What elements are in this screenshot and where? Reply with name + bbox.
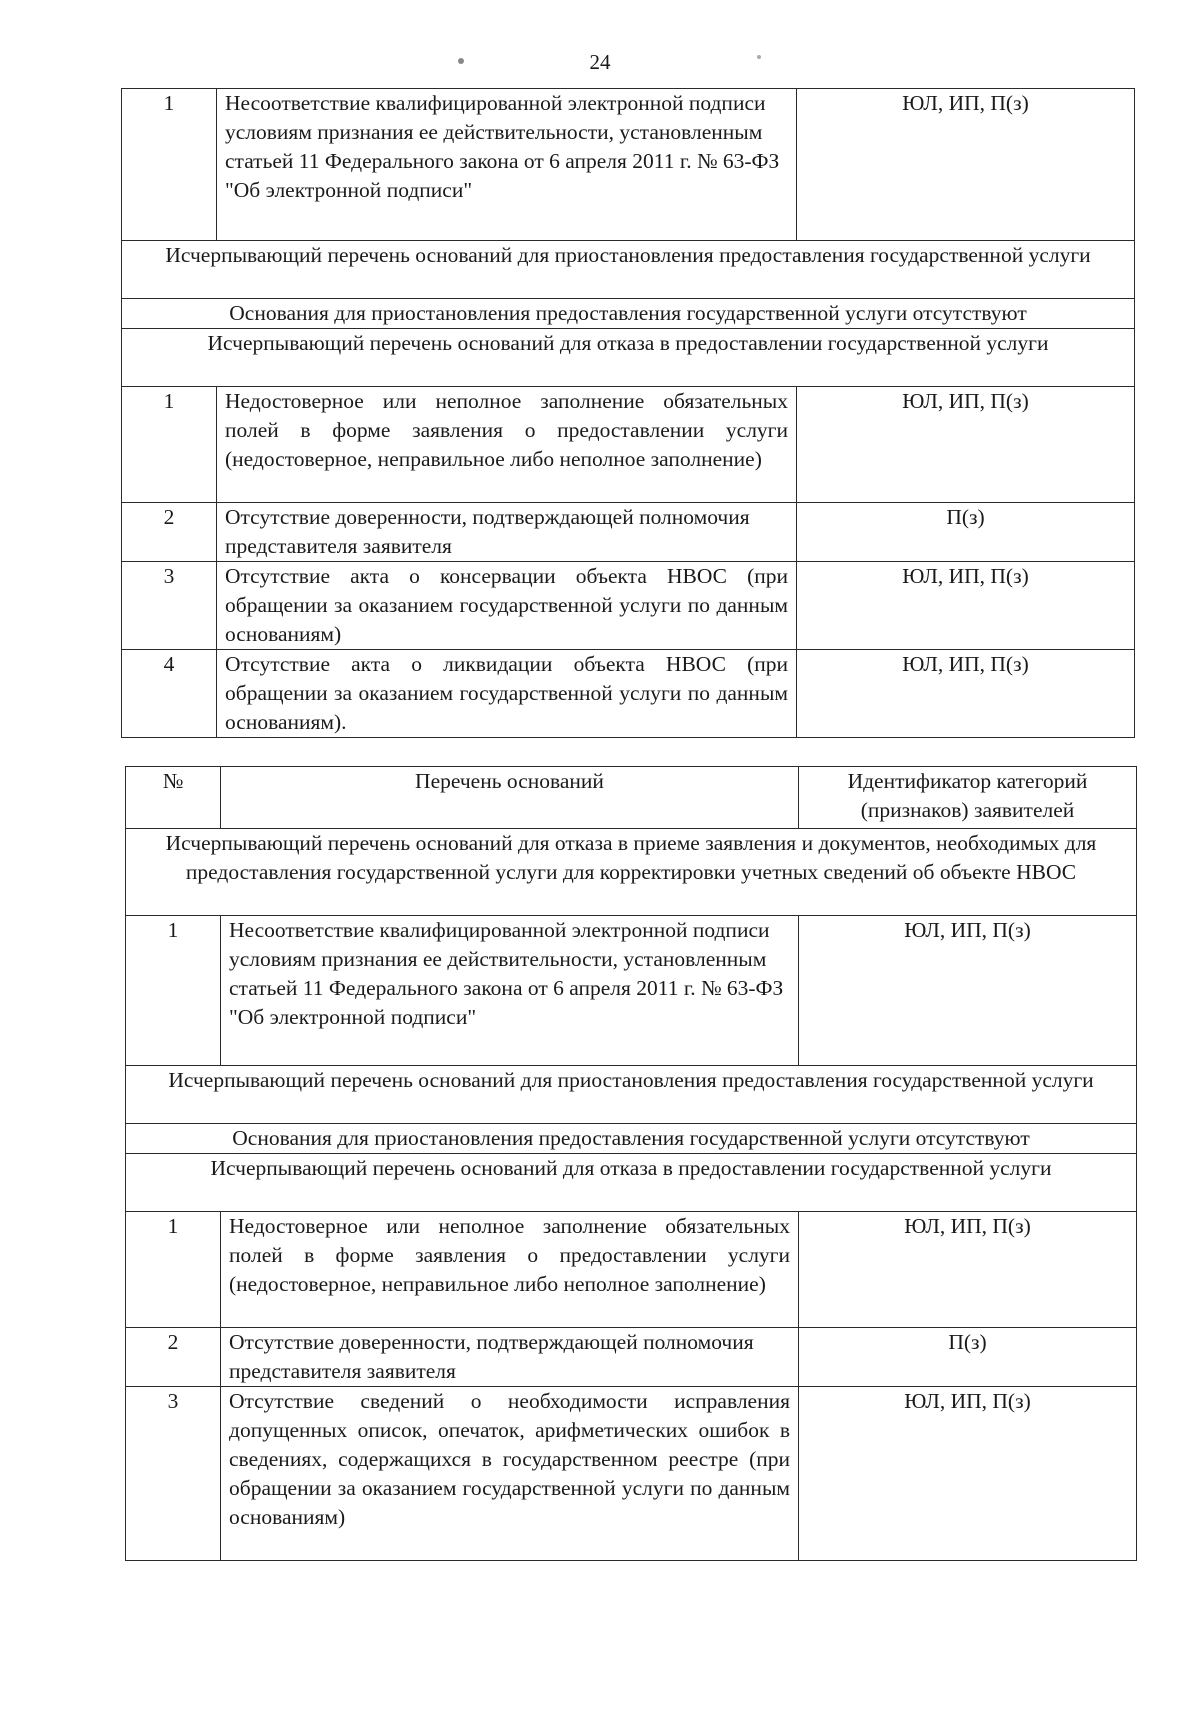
ground-text: Недостоверное или неполное заполнение обязательных полей в форме заявления о предоставлении услуги (недостоверное, неправильное либо неполное заполнение) [217,387,797,503]
section-heading: Исчерпывающий перечень оснований для отказа в предоставлении государственной услуги [122,329,1135,387]
ground-text: Отсутствие сведений о необходимости исправления допущенных описок, опечаток, арифметических ошибок в сведениях, содержащихся в государственном реестре (при обращении за оказанием государственной услуги по данным основаниям) [221,1387,799,1561]
section-row [122,241,1135,299]
row-number: 1 [122,89,217,241]
row-number: 2 [126,1328,221,1387]
row-number: 1 [126,916,221,1066]
table-row [126,1328,1137,1387]
row-number: 2 [122,503,217,562]
column-header-category: Идентификатор категорий (признаков) заявителей [799,767,1137,829]
table-header-row [126,767,1137,829]
table-row [122,650,1135,738]
table-row [126,1387,1137,1561]
section-heading: Основания для приостановления предоставления государственной услуги отсутствуют [126,1124,1137,1154]
row-number: 1 [126,1212,221,1328]
section-row [122,329,1135,387]
section-heading: Исчерпывающий перечень оснований для приостановления предоставления государственной услуги [122,241,1135,299]
ground-text: Отсутствие доверенности, подтверждающей полномочия представителя заявителя [217,503,797,562]
scan-speck [757,55,761,59]
section-row [126,1154,1137,1212]
page-number: 24 [589,50,611,74]
row-number: 3 [126,1387,221,1561]
ground-text: Отсутствие доверенности, подтверждающей полномочия представителя заявителя [221,1328,799,1387]
table-row [122,562,1135,650]
applicant-category: ЮЛ, ИП, П(з) [797,387,1135,503]
ground-text: Несоответствие квалифицированной электронной подписи условиям признания ее действительности, установленным статьей 11 Федерального закона от 6 апреля 2011 г. № 63-ФЗ "Об электронной подписи" [217,89,797,241]
row-number: 4 [122,650,217,738]
column-header-number: № [126,767,221,829]
table-row [122,89,1135,241]
table-row [122,387,1135,503]
ground-text: Отсутствие акта о консервации объекта НВОС (при обращении за оказанием государственной услуги по данным основаниям) [217,562,797,650]
table-row [122,503,1135,562]
grounds-table-correction [125,766,1137,1561]
applicant-category: П(з) [799,1328,1137,1387]
section-row [126,1066,1137,1124]
section-row [126,1124,1137,1154]
applicant-category: П(з) [797,503,1135,562]
ground-text: Отсутствие акта о ликвидации объекта НВОС (при обращении за оказанием государственной услуги по данным основаниям). [217,650,797,738]
applicant-category: ЮЛ, ИП, П(з) [799,1212,1137,1328]
table-row [126,1212,1137,1328]
table-row [126,916,1137,1066]
section-row [122,299,1135,329]
scan-speck [458,58,464,64]
applicant-category: ЮЛ, ИП, П(з) [799,916,1137,1066]
applicant-category: ЮЛ, ИП, П(з) [797,562,1135,650]
applicant-category: ЮЛ, ИП, П(з) [797,650,1135,738]
ground-text: Несоответствие квалифицированной электронной подписи условиям признания ее действительности, установленным статьей 11 Федерального закона от 6 апреля 2011 г. № 63-ФЗ "Об электронной подписи" [221,916,799,1066]
row-number: 3 [122,562,217,650]
section-heading: Исчерпывающий перечень оснований для отказа в приеме заявления и документов, необходимых для предоставления государственной услуги для корректировки учетных сведений об объекте НВОС [126,829,1137,916]
row-number: 1 [122,387,217,503]
applicant-category: ЮЛ, ИП, П(з) [797,89,1135,241]
section-heading: Основания для приостановления предоставления государственной услуги отсутствуют [122,299,1135,329]
ground-text: Недостоверное или неполное заполнение обязательных полей в форме заявления о предоставлении услуги (недостоверное, неправильное либо неполное заполнение) [221,1212,799,1328]
grounds-table-continued [121,88,1135,738]
section-row [126,829,1137,916]
column-header-grounds: Перечень оснований [221,767,799,829]
section-heading: Исчерпывающий перечень оснований для приостановления предоставления государственной услуги [126,1066,1137,1124]
section-heading: Исчерпывающий перечень оснований для отказа в предоставлении государственной услуги [126,1154,1137,1212]
applicant-category: ЮЛ, ИП, П(з) [799,1387,1137,1561]
